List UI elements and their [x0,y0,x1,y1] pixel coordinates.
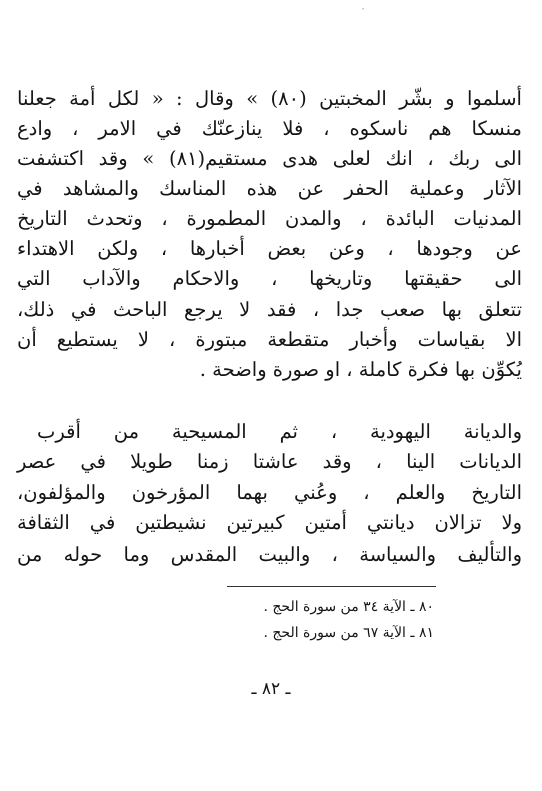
body-line: التاريخ والعلم ، وعُني بهما المؤرخون والمؤلفون، [17,481,522,504]
page-number: ـ ٨٢ ـ [251,679,291,699]
scan-mark: ′ [362,8,365,18]
body-line: الا بقياسات وأخبار متقطعة مبتورة ، لا يستطيع أن [17,328,522,351]
body-line: عن وجودها ، وعن بعض أخبارها ، ولكن الاهتداء [17,237,522,260]
body-line: الى ربك ، انك لعلى هدى مستقيم(٨١) » وقد اكتشفت [17,147,522,170]
body-line: الآثار وعملية الحفر عن هذه المناسك والمشاهد في [17,177,522,200]
footnote: ٨١ ـ الآية ٦٧ من سورة الحج . [263,625,434,641]
footnote-separator [227,586,436,587]
footnote: ٨٠ ـ الآية ٣٤ من سورة الحج . [263,599,434,615]
body-line: تتعلق بها صعب جدا ، فقد لا يرجع الباحث في ذلك، [17,298,522,321]
body-line: والديانة اليهودية ، ثم المسيحية من أقرب [37,420,522,443]
body-line: المدنيات البائدة ، والمدن المطمورة ، وتحدث التاريخ [17,207,522,230]
body-line: الى حقيقتها وتاريخها ، والاحكام والآداب التي [17,267,522,290]
body-line: يُكوِّن بها فكرة كاملة ، او صورة واضحة . [199,358,522,381]
body-line: أسلموا و بشّر المخبتين (٨٠) » وقال : « لكل أمة جعلنا [17,87,522,110]
body-line: ولا تزالان ديانتي أمتين كبيرتين نشيطتين في الثقافة [17,511,522,534]
body-line: والتأليف والسياسة ، والبيت المقدس وما حوله من [17,543,522,566]
body-line: الديانات الينا ، وقد عاشتا زمنا طويلا في عصر [17,450,522,473]
body-line: منسكا هم ناسكوه ، فلا ينازعنّك في الامر ، وادع [17,117,522,140]
